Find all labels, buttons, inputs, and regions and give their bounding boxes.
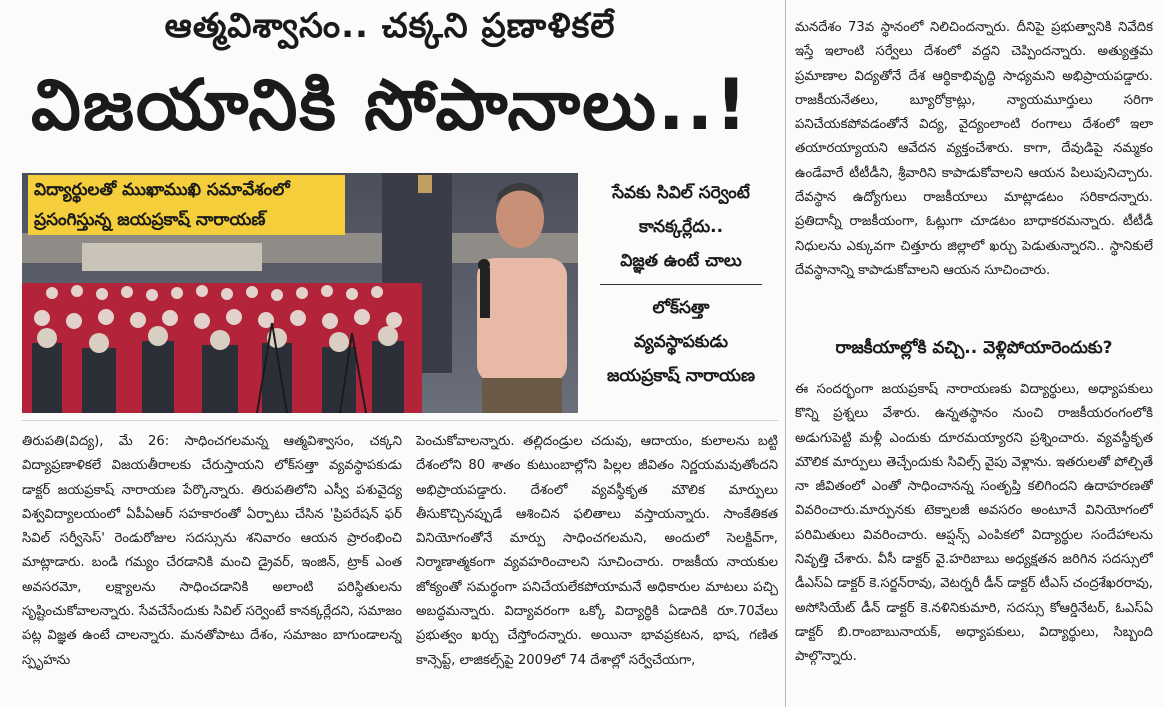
body-column-1 [22,430,402,707]
byline-role: వ్యవస్థాపకుడు [633,332,729,352]
column-rule [785,0,786,707]
body-text: మనదేశం 73వ స్థానంలో నిలిచిందన్నారు. దీనిపై ప్రభుత్వానికి నివేదిక ఇస్తే ఇలాంటి సర్వేలు దేశంలో వద్దని చెప్పిందన్నారు. అత్యుత్తమ ప్రమాణాల విద్యతోనే దేశ ఆర్థికాభివృద్ధి సాధ్యమని అభిప్రాయపడ్డారు. రాజకీయనేతలు, బ్యూరోక్రాట్లు, న్యాయమూర్తులు సరిగా పనిచేయకపోవడంతోనే విద్య, వైద్యంలాంటి రంగాలు దేశంలో ఇలా తయారయ్యాయని ఆవేదన వ్యక్తంచేశారు. కాగా, దేవుడిపై నమ్మకం ఉండేవారే టీటీడీని, శ్రీవారిని కాపాడుకోవాలని ఆయన పిలుపునిచ్చారు. దేవస్థాన ఉద్యోగులు రాజకీయాలు మాట్లాడటం సరికాదన్నారు. ప్రతిదాన్నీ రాజకీయంగా, ఓట్లుగా చూడటం బాధాకరమన్నారు. టీటీడీ నిధులను ఎక్కువగా చిత్తూరు జిల్లాలో ఖర్చు పెడుతున్నారని.. స్థానికులే దేవస్థానాన్ని కాపాడుకోవాలని ఆయన సూచించారు. [795,20,1153,278]
body-text: ఈ సందర్భంగా జయప్రకాష్ నారాయణకు విద్యార్థులు, అధ్యాపకులు కొన్ని ప్రశ్నలు వేశారు. ఉన్నతస్థానం నుంచి రాజకీయరంగంలోకి అడుగుపెట్టి మళ్లీ ఎందుకు దూరమయ్యారని ప్రశ్నించారు. వ్యవస్థీకృత మౌలిక మార్పులు తెచ్చేందుకు సివిల్స్ వైపు వెళ్లాను. ఇతరులతో పోల్చితే నా జీవితంలో ఎంతో సాధించానన్న సంతృప్తి కలిగిందని ఉదాహరణతో వివరించారు.మార్పునకు టెక్నాలజీ అవసరం అంటూనే వినియోగంలో పరిమితులు వివరించారు. ఆప్షన్స్ ఎంపికలో విద్యార్థుల సందేహాలను నివృత్తి చేశారు. వీసీ డాక్టర్ వై.హరిబాబు అధ్యక్షతన జరిగిన సదస్సులో డీఎస్ఏ డాక్టర్ కె.సర్జన్‌రావు, వెటర్నరీ డీన్ డాక్టర్ టీఎస్ చంద్రశేఖరరావు, అసోసియేట్ డీన్ డాక్టర్ కె.నళినికుమారి, సదస్సు కోఆర్డినేటర్, ఓఎస్‌ఏ డాక్టర్ బి.రాంబాబునాయక్, అధ్యాపకులు, విద్యార్థులు, సిబ్బంది పాల్గొన్నారు. [795,382,1153,665]
subheading: రాజకీయాల్లోకి వచ్చి.. వెళ్లిపోయారెందుకు? [835,338,1113,358]
body-text: తిరుపతి(విద్య), మే 26: సాధించగలమన్న ఆత్మవిశ్వాసం, చక్కని విద్యాప్రణాళికలే విజయతీరాలకు చేరుస్తాయని లోక్‌సత్తా వ్యవస్థాపకుడు డాక్టర్ జయప్రకాష్ నారాయణ పేర్కొన్నారు. తిరుపతిలోని ఎస్వీ పశువైద్య విశ్వవిద్యాలయంలో ఏపీఏఆర్ సహకారంతో ఏర్పాటు చేసిన 'ప్రిపరేషన్ ఫర్ సివిల్ సర్వీసెస్' రెండురోజుల సదస్సును శనివారం ఆయన ప్రారంభించి మాట్లాడారు. బండి గమ్యం చేరడానికి మంచి డ్రైవర్, ఇంజిన్, ట్రాక్ ఎంత అవసరమో, లక్ష్యాలను సాధించడానికి అలాంటి పరిస్థితులను సృష్టించుకోవాలన్నారు. సేవచేసేందుకు సివిల్ సర్వెంటే కానక్కర్లేదని, సమాజం పట్ల విజ్ఞత ఉంటే చాలన్నారు. మనతోపాటు దేశం, సమాజం బాగుండాలన్న స్పృహను [22,434,402,668]
article-headline: విజయానికి సోపానాలు..! [30,64,750,146]
caption-line-1: విద్యార్థులతో ముఖాముఖి సమావేశంలో [34,180,290,200]
pull-quote [586,176,776,393]
byline-org: లోక్‌సత్తా [652,298,710,318]
pull-quote-line-2: కానక్కర్లేదు.. [638,217,724,237]
body-column-3 [795,16,1153,318]
article-kicker: ఆత్మవిశ్వాసం.. చక్కని ప్రణాళికలే [164,6,616,46]
pull-quote-line-3: విజ్ఞత ఉంటే చాలు [620,251,742,271]
pull-quote-divider [600,284,762,285]
body-column-2 [416,430,778,707]
body-column-4 [795,378,1153,707]
caption-line-2: ప్రసంగిస్తున్న జయప్రకాష్ నారాయణ్ [34,210,266,230]
body-text: పెంచుకోవాలన్నారు. తల్లిదండ్రుల చదువు, ఆదాయం, కులాలను బట్టి దేశంలోని 80 శాతం కుటుంబాల్లోని పిల్లల జీవితం నిర్ణయమవుతోందని అభిప్రాయపడ్డారు. దేశంలో వ్యవస్థీకృత మౌలిక మార్పులు తీసుకొచ్చినప్పుడే ఆశించిన ఫలితాలు వస్తాయన్నారు. సాంకేతికత వినియోగంతోనే మార్పు సాధించగలమని, అందులో సెలక్టివ్‌గా, నిర్మాణాత్మకంగా వ్యవహరించాలని సూచించారు. రాజకీయ నాయకుల జోక్యంతో సమర్థంగా పనిచేయలేకపోయామనే అధికారుల మాటలు పచ్చి అబద్ధమన్నారు. విద్యావరంగా ఒక్కో విద్యార్థికి ఏడాదికి రూ.70వేలు ప్రభుత్వం ఖర్చు చేస్తోందన్నారు. అయినా భావప్రకటన, భాష, గణిత కాన్సెప్ట్, లాజికల్స్‌పై 2009లో 74 దేశాల్లో సర్వేచేయగా, [416,434,778,668]
byline-name: జయప్రకాష్ నారాయణ [606,366,756,386]
pull-quote-line-1: సేవకు సివిల్ సర్వెంటే [612,183,750,203]
photo-caption [28,175,345,235]
photo-divider [22,420,778,421]
